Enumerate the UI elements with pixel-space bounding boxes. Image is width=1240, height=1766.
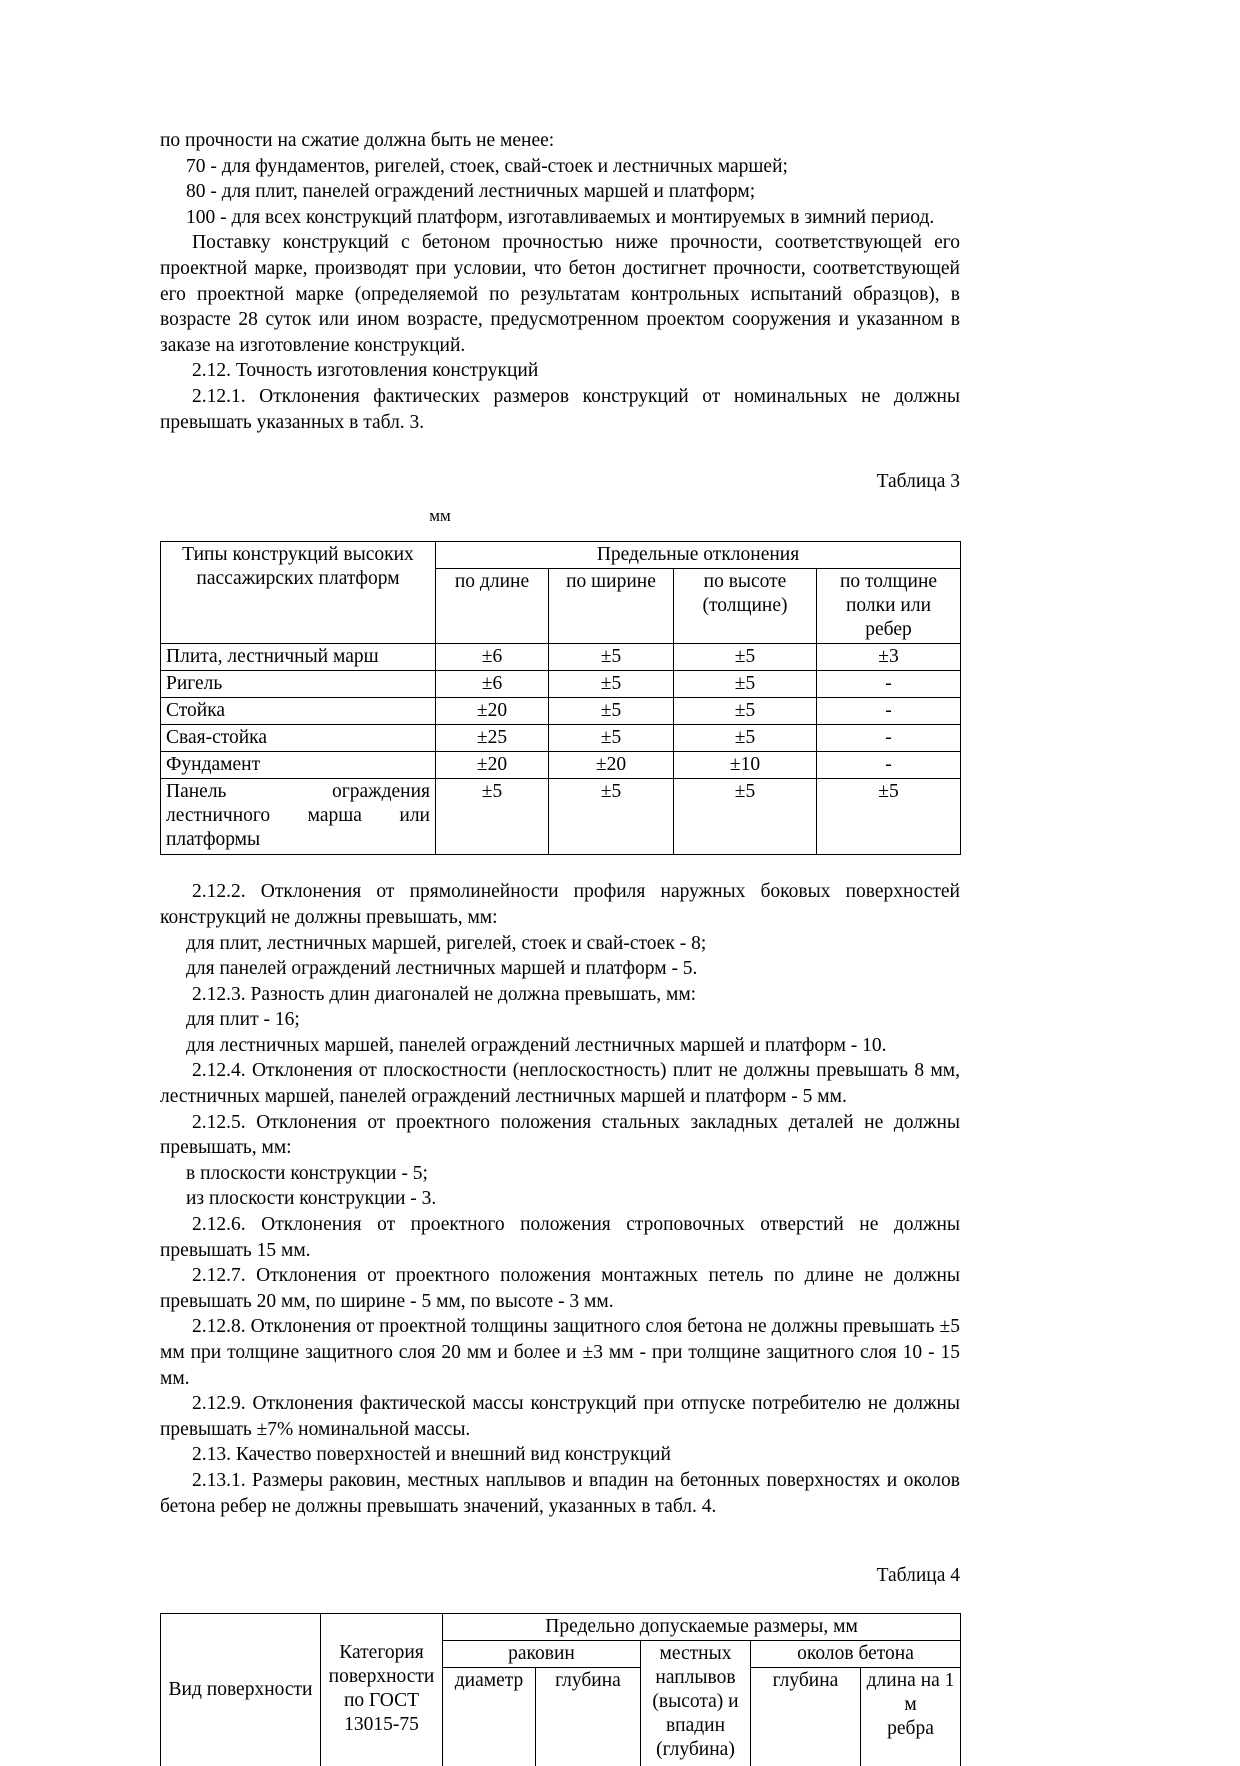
table4-header-chip-length-line2: ребра xyxy=(887,1717,934,1739)
table3-cell-name: Свая-стойка xyxy=(161,725,436,752)
table3-cell-length: ±20 xyxy=(436,752,549,779)
table4-header-local-line5: (глубина) xyxy=(656,1738,735,1760)
clause-2-12-2-a: для плит, лестничных маршей, ригелей, стоек и свай-стоек - 8; xyxy=(186,932,707,954)
table3-header-group: Предельные отклонения xyxy=(436,542,961,569)
table3-cell-length: ±6 xyxy=(436,644,549,671)
table-row xyxy=(161,779,961,855)
table3-cell-length: ±6 xyxy=(436,671,549,698)
table4-header-category-line2: поверхности xyxy=(328,1665,435,1687)
clause-2-12-7: 2.12.7. Отклонения от проектного положения монтажных петель по длине не должны превышать 20 мм, по ширине - 5 мм, по высоте - 3 мм. xyxy=(160,1265,960,1312)
table3-header-height-line1: по высоте xyxy=(703,571,787,593)
table3-cell-width: ±5 xyxy=(549,644,674,671)
table3-cell-length: ±5 xyxy=(436,779,549,855)
table3-cell-thickness: - xyxy=(817,698,961,725)
table3-cell-thickness: ±3 xyxy=(817,644,961,671)
clause-2-12-2: 2.12.2. Отклонения от прямолинейности профиля наружных боковых поверхностей конструкций не должны превышать, мм: xyxy=(160,881,960,928)
table3-cell-thickness: - xyxy=(817,752,961,779)
clause-2-12-3-a: для плит - 16; xyxy=(186,1009,300,1031)
clause-2-12-3-b: для лестничных маршей, панелей ограждений лестничных маршей и платформ - 10. xyxy=(186,1034,887,1056)
table4-header-local-line1: местных xyxy=(659,1642,732,1664)
table3-header-width: по ширине xyxy=(549,569,674,644)
intro-line-3: 100 - для всех конструкций платформ, изготавливаемых и монтируемых в зимний период. xyxy=(186,206,935,228)
table3-cell-thickness: - xyxy=(817,725,961,752)
clause-2-12-4: 2.12.4. Отклонения от плоскостности (неплоскостность) плит не должны превышать 8 мм, лестничных маршей, панелей ограждений лестничных маршей и платформ - 5 мм. xyxy=(160,1060,960,1108)
table-row xyxy=(161,752,961,779)
table3-cell-name: Панель ограждения лестничного марша или платформы xyxy=(161,779,436,855)
table3-cell-height: ±5 xyxy=(674,698,817,725)
table4-header-group-limits: Предельно допускаемые размеры, мм xyxy=(443,1613,961,1640)
table3-cell-name: Плита, лестничный марш xyxy=(161,644,436,671)
table3-caption: Таблица 3 xyxy=(876,471,960,493)
table3-cell-height: ±5 xyxy=(674,671,817,698)
clause-2-13: 2.13. Качество поверхностей и внешний вид конструкций xyxy=(192,1444,671,1466)
table3-cell-width: ±5 xyxy=(549,779,674,855)
clause-2-12-2-b: для панелей ограждений лестничных маршей и платформ - 5. xyxy=(186,958,698,980)
table4-header-group-shells: раковин xyxy=(443,1640,641,1667)
table3-cell-name: Стойка xyxy=(161,698,436,725)
table4-header-local-line3: (высота) и xyxy=(652,1690,739,1712)
table3-cell-height: ±5 xyxy=(674,779,817,855)
table3-header-height xyxy=(674,569,817,644)
clause-2-12-8: 2.12.8. Отклонения от проектной толщины защитного слоя бетона не должны превышать ±5 мм при толщине защитного слоя 20 мм и более и ±3 мм - при толщине защитного слоя 10 - 15 мм. xyxy=(160,1316,960,1389)
table3-header-rowlabel xyxy=(161,542,436,644)
table3-cell-height: ±5 xyxy=(674,644,817,671)
clause-2-12-3: 2.12.3. Разность длин диагоналей не должна превышать, мм: xyxy=(192,983,697,1005)
table3-cell-height: ±5 xyxy=(674,725,817,752)
clause-2-12: 2.12. Точность изготовления конструкций xyxy=(192,360,539,382)
table3-header-thickness-line2: полки или ребер xyxy=(845,595,932,641)
table-3-head xyxy=(161,542,961,644)
table3-header-rowlabel-line2: пассажирских платформ xyxy=(196,568,400,590)
table3-cell-height: ±10 xyxy=(674,752,817,779)
table3-cell-thickness: - xyxy=(817,671,961,698)
table-3 xyxy=(160,541,961,855)
table3-cell-length: ±20 xyxy=(436,698,549,725)
table4-header-shell-diameter: диаметр xyxy=(443,1667,536,1766)
table4-header-category-line4: 13015-75 xyxy=(344,1713,419,1735)
table4-header-chip-depth: глубина xyxy=(751,1667,861,1766)
table-row xyxy=(161,698,961,725)
intro-line-2: 80 - для плит, панелей ограждений лестничных маршей и платформ; xyxy=(186,181,756,203)
table3-cell-length: ±25 xyxy=(436,725,549,752)
table4-header-category xyxy=(321,1613,443,1766)
table3-cell-width: ±5 xyxy=(549,698,674,725)
table3-cell-name: Фундамент xyxy=(161,752,436,779)
table4-header-local-line4: впадин xyxy=(665,1714,726,1736)
clause-2-12-1: 2.12.1. Отклонения фактических размеров конструкций от номинальных не должны превышать указанных в табл. 3. xyxy=(160,385,960,433)
table3-header-thickness xyxy=(817,569,961,644)
clause-2-13-1: 2.13.1. Размеры раковин, местных наплывов и впадин на бетонных поверхностях и околов бетона ребер не должны превышать значений, указанных в табл. 4. xyxy=(160,1469,960,1517)
table3-cell-width: ±5 xyxy=(549,725,674,752)
table-4 xyxy=(160,1613,961,1766)
table4-header-chip-length-line1: длина на 1 м xyxy=(866,1669,955,1715)
intro-line-1: 70 - для фундаментов, ригелей, стоек, свай-стоек и лестничных маршей; xyxy=(186,155,788,177)
table-row xyxy=(161,644,961,671)
clause-2-12-5: 2.12.5. Отклонения от проектного положения стальных закладных деталей не должны превышать, мм: xyxy=(160,1111,960,1159)
table4-header-category-line1: Категория xyxy=(339,1641,424,1663)
table-row xyxy=(161,542,961,569)
table4-caption: Таблица 4 xyxy=(876,1565,960,1587)
table-4-head xyxy=(161,1613,961,1766)
table-row xyxy=(161,725,961,752)
table4-header-group-chips: околов бетона xyxy=(751,1640,961,1667)
table3-header-height-line2: (толщине) xyxy=(702,595,788,617)
table3-header-length: по длине xyxy=(436,569,549,644)
clause-2-12-5-b: из плоскости конструкции - 3. xyxy=(186,1188,437,1210)
clause-2-12-6: 2.12.6. Отклонения от проектного положения строповочных отверстий не должны превышать 15 мм. xyxy=(160,1214,960,1261)
clause-2-12-9: 2.12.9. Отклонения фактической массы конструкций при отпуске потребителю не должны превышать ±7% номинальной массы. xyxy=(160,1393,960,1440)
table3-units: мм xyxy=(429,505,451,525)
table3-cell-width: ±5 xyxy=(549,671,674,698)
table3-header-thickness-line1: по толщине xyxy=(839,571,938,593)
table3-header-rowlabel-line1: Типы конструкций высоких xyxy=(182,544,414,566)
table3-cell-width: ±20 xyxy=(549,752,674,779)
clause-2-12-5-a: в плоскости конструкции - 5; xyxy=(186,1162,428,1184)
table4-header-chip-length xyxy=(861,1667,961,1766)
table4-header-shell-depth: глубина xyxy=(536,1667,641,1766)
table3-cell-thickness: ±5 xyxy=(817,779,961,855)
table-3-body xyxy=(161,644,961,855)
table4-header-local xyxy=(641,1640,751,1766)
table4-header-category-line3: по ГОСТ xyxy=(343,1689,420,1711)
page-content xyxy=(160,128,960,1766)
table-row xyxy=(161,1613,961,1640)
table3-cell-name: Ригель xyxy=(161,671,436,698)
table4-header-surface-type: Вид поверхности xyxy=(161,1613,321,1766)
paragraph-supply: Поставку конструкций с бетоном прочностью ниже прочности, соответствующей его проектной марке, производят при условии, что бетон достигнет прочности, соответствующей его проектной марке (определяемой по результатам контрольных испытаний образцов), в возрасте 28 суток или ином возрасте, предусмотренном проектом сооружения и указанном в заказе на изготовление конструкций. xyxy=(160,232,960,356)
table-row xyxy=(161,671,961,698)
intro-line-0: по прочности на сжатие должна быть не менее: xyxy=(160,130,555,151)
table4-header-local-line2: наплывов xyxy=(655,1666,736,1688)
